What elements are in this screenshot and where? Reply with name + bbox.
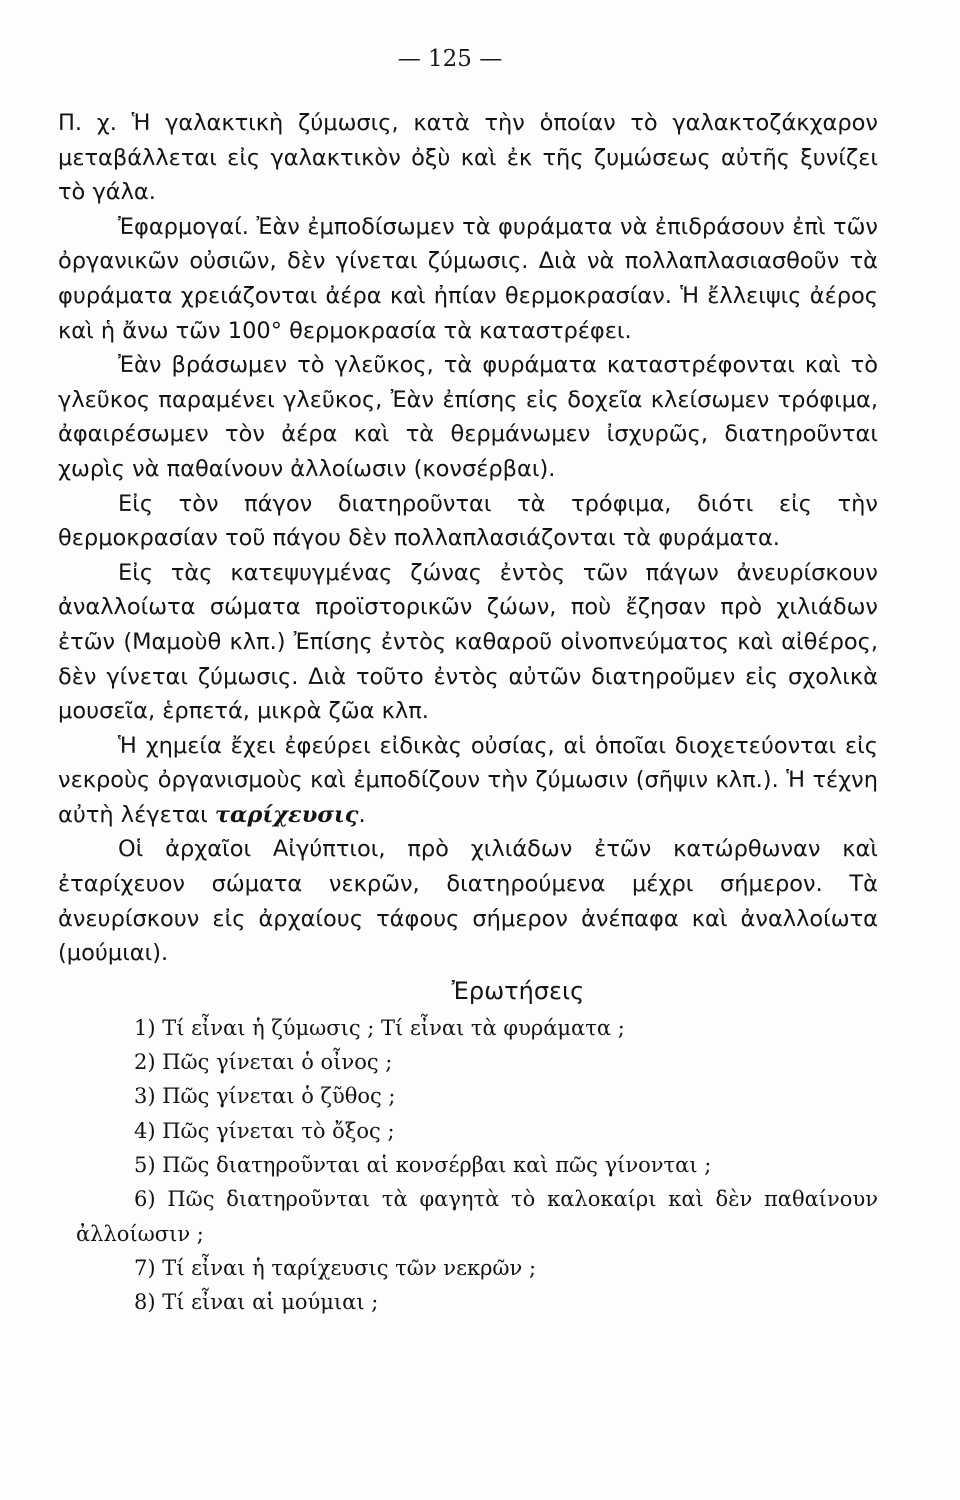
- paragraph-applications: [58, 210, 878, 348]
- paragraph-ice-preservation: Εἰς τὸν πάγον διατηροῦνται τὰ τρόφιμα, διότι εἰς τὴν θερμοκρασίαν τοῦ πάγου δὲν πολλαπλασιάζονται τὰ φυράματα.: [58, 490, 878, 552]
- applications-heading: Ἐφαρμογαί.: [118, 213, 249, 240]
- paragraph-lactic-fermentation: Π. χ. Ἡ γαλακτικὴ ζύμωσις, κατὰ τὴν ὁποίαν τὸ γαλακτοζάκχαρον μεταβάλλεται εἰς γαλακτικὸν ὀξὺ καὶ ἐκ τῆς ζυμώσεως αὐτῆς ξυνίζει τὸ γάλα.: [58, 110, 878, 206]
- question-item: 2) Πῶς γίνεται ὁ οἶνος ;: [134, 1050, 393, 1075]
- questions-title: Ἐρωτήσεις: [451, 976, 585, 1005]
- applications-text: Ἐὰν ἐμποδίσωμεν τὰ φυράματα νὰ ἐπιδράσουν ἐπὶ τῶν ὀργανικῶν οὐσιῶν, δὲν γίνεται ζύμωσις. Διὰ νὰ πολλαπλασιασθοῦν τὰ φυράματα χρειάζονται ἀέρα καὶ ἠπίαν θερμοκρασίαν. Ἡ ἔλλειψις ἀέρος καὶ ἡ ἄνω τῶν 100° θερμοκρασία τὰ καταστρέφει.: [58, 213, 878, 344]
- question-item: 1) Τί εἶναι ἡ ζύμωσις ; Τί εἶναι τὰ φυράματα ;: [134, 1015, 625, 1040]
- question-item: 4) Πῶς γίνεται τὸ ὄξος ;: [134, 1118, 395, 1143]
- question-item: 6) Πῶς διατηροῦνται τὰ φαγητὰ τὸ καλοκαίρι καὶ δὲν παθαίνουν ἀλλοίωσιν ;: [76, 1187, 878, 1246]
- embalming-text: Ἡ χημεία ἔχει ἐφεύρει εἰδικὰς οὐσίας, αἱ ὁποῖαι διοχετεύονται εἰς νεκροὺς ὀργανισμοὺς καὶ ἐμποδίζουν τὴν ζύμωσιν (σῆψιν κλπ.). Ἡ τέχνη αὐτὴ λέγεται: [58, 732, 878, 828]
- paragraph-egyptians: Οἱ ἀρχαῖοι Αἰγύπτιοι, πρὸ χιλιάδων ἐτῶν κατώρθωναν καὶ ἐταρίχευον σώματα νεκρῶν, διατηρούμενα μέχρι σήμερον. Τὰ ἀνευρίσκουν εἰς ἀρχαίους τάφους σήμερον ἀνέπαφα καὶ ἀναλλοίωτα (μούμιαι).: [58, 836, 878, 967]
- page-body: [58, 106, 878, 1320]
- page-number: — 125 —: [397, 46, 503, 72]
- question-item: 5) Πῶς διατηροῦνται αἱ κονσέρβαι καὶ πῶς γίνονται ;: [134, 1153, 712, 1178]
- paragraph-embalming: [58, 729, 878, 833]
- questions-list: [58, 1011, 878, 1320]
- question-item: 8) Τί εἶναι αἱ μούμιαι ;: [134, 1290, 379, 1315]
- paragraph-frozen-zones: Εἰς τὰς κατεψυγμένας ζώνας ἐντὸς τῶν πάγων ἀνευρίσκουν ἀναλλοίωτα σώματα προϊστορικῶν ζώων, ποὺ ἔζησαν πρὸ χιλιάδων ἐτῶν (Μαμοὺθ κλπ.) Ἐπίσης ἐντὸς καθαροῦ οἰνοπνεύματος καὶ αἰθέρος, δὲν γίνεται ζύμωσις. Διὰ τοῦτο ἐντὸς αὐτῶν διατηροῦμεν εἰς σχολικὰ μουσεῖα, ἑρπετά, μικρὰ ζῶα κλπ.: [58, 559, 878, 725]
- question-item: 3) Πῶς γίνεται ὁ ζῦθος ;: [134, 1084, 396, 1109]
- paragraph-boiling-must: Ἐὰν βράσωμεν τὸ γλεῦκος, τὰ φυράματα καταστρέφονται καὶ τὸ γλεῦκος παραμένει γλεῦκος, Ἐὰν ἐπίσης εἰς δοχεῖα κλείσωμεν τρόφιμα, ἀφαιρέσωμεν τὸν ἀέρα καὶ τὰ θερμάνωμεν ἰσχυρῶς, διατηροῦνται χωρὶς νὰ παθαίνουν ἀλλοίωσιν (κονσέρβαι).: [58, 352, 878, 482]
- embalming-term: ταρίχευσις: [214, 801, 359, 828]
- embalming-end: .: [358, 801, 366, 828]
- question-item: 7) Τί εἶναι ἡ ταρίχευσις τῶν νεκρῶν ;: [134, 1255, 537, 1280]
